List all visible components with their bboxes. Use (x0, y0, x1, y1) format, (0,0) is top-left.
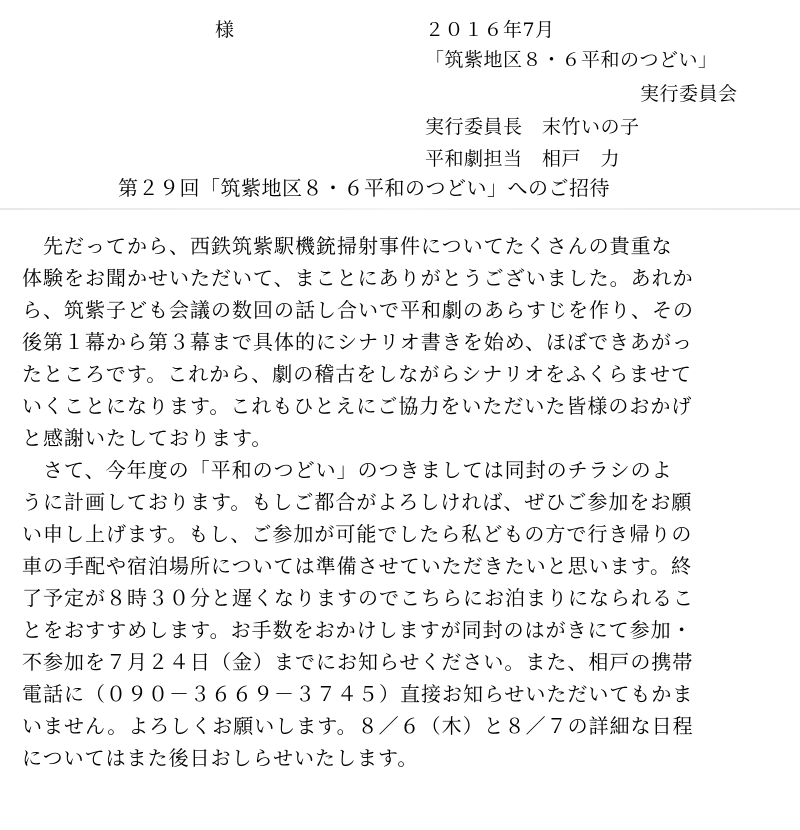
body-line: さて、今年度の「平和のつどい」のつきましては同封のチラシのよ (22, 458, 673, 482)
body-line: 了予定が８時３０分と遅くなりますのでこちらにお泊まりになられるこ (22, 586, 694, 610)
body-line: とをおすすめします。お手数をおかけしますが同封のはがきにて参加・ (22, 618, 693, 642)
salutation: 様 (215, 19, 235, 41)
body-line: いくことになります。これもひとえにご協力をいただいた皆様のおかげ (22, 394, 693, 418)
body-line: と感謝いたしております。 (22, 426, 273, 450)
event-name: 「筑紫地区８・６平和のつどい」 (425, 49, 718, 71)
body-line: 先だってから、西鉄筑紫駅機銃掃射事件についてたくさんの貴重な (22, 234, 673, 258)
scan-divider (0, 208, 800, 210)
drama-lead: 平和劇担当 相戸 力 (425, 148, 621, 170)
body-line: についてはまた後日おしらせいたします。 (22, 746, 419, 770)
body-line: たところです。これから、劇の稽古をしながらシナリオをふくらませて (22, 362, 692, 386)
committee-name: 実行委員会 (640, 83, 738, 105)
body-line: 後第１幕から第３幕まで具体的にシナリオ書きを始め、ほぼできあがっ (22, 330, 693, 354)
body-line: ら、筑紫子ども会議の数回の話し合いで平和劇のあらすじを作り、その (22, 298, 694, 322)
body-line: うに計画しております。もしご都合がよろしければ、ぜひご参加をお願 (22, 490, 693, 514)
body-line: 車の手配や宿泊場所については準備させていただきたいと思います。終 (22, 554, 692, 578)
body-line: いません。よろしくお願いします。８／６（木）と８／７の詳細な日程 (22, 714, 694, 738)
letter-title: 第２９回「筑紫地区８・６平和のつどい」へのご招待 (118, 176, 610, 200)
committee-chair: 実行委員長 末竹いの子 (425, 116, 640, 138)
body-line: 不参加を７月２４日（金）までにお知らせください。また、相戸の携帯 (22, 650, 694, 674)
body-line: 体験をお聞かせいただいて、まことにありがとうございました。あれか (22, 266, 694, 290)
body-line: 電話に（０９０－３６６９－３７４５）直接お知らせいただいてもかま (22, 682, 694, 706)
body-line: い申し上げます。もし、ご参加が可能でしたら私どもの方で行き帰りの (22, 522, 693, 546)
letter-date: ２０１６年7月 (425, 19, 555, 41)
